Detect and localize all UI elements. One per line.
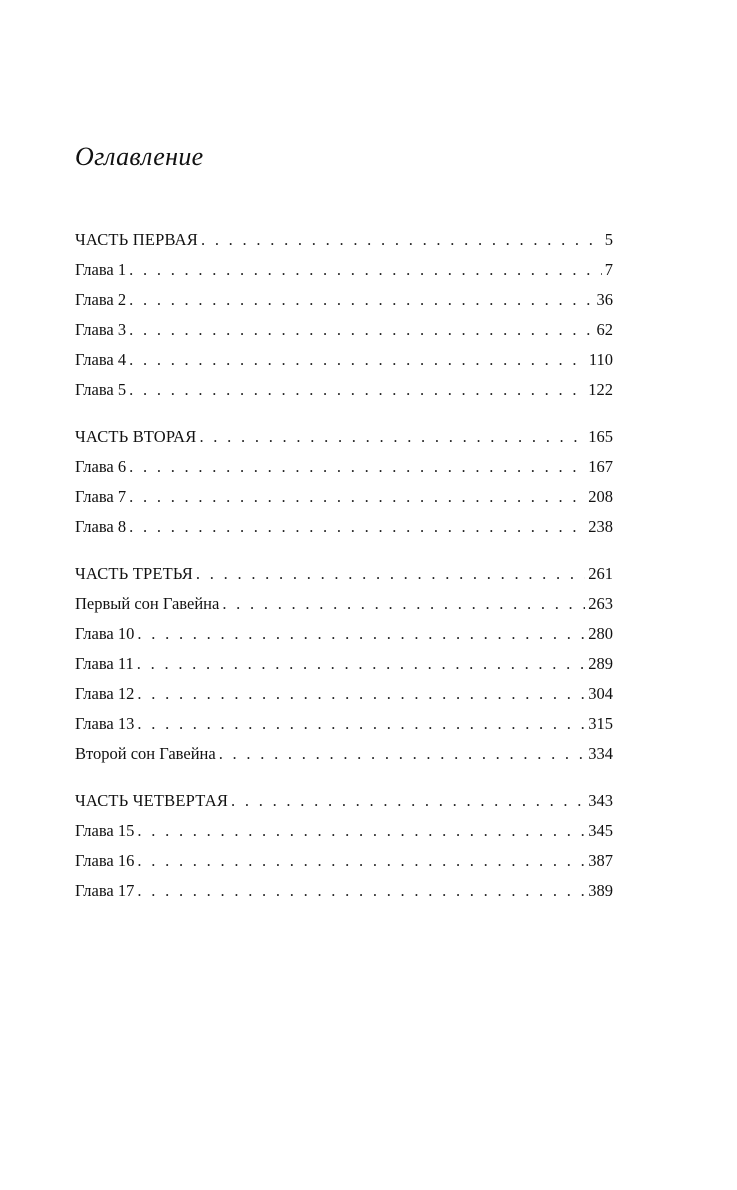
dot-leader [137, 816, 585, 846]
dot-leader [129, 345, 586, 375]
dot-leader [129, 512, 585, 542]
toc-chapter-entry [75, 679, 613, 709]
table-of-contents [75, 225, 613, 923]
dot-leader [129, 482, 585, 512]
toc-page-number: 334 [588, 744, 613, 763]
toc-page-number: 208 [588, 487, 613, 506]
toc-page-number: 389 [588, 881, 613, 900]
toc-entry-label: Глава 1 [75, 260, 127, 279]
dot-leader [137, 709, 585, 739]
toc-part-entry [75, 559, 613, 589]
toc-entry-label: Глава 12 [75, 684, 135, 703]
toc-entry-label: Глава 11 [75, 654, 134, 673]
toc-part-entry [75, 422, 613, 452]
toc-page-number: 122 [588, 380, 613, 399]
dot-leader [137, 876, 585, 906]
toc-page-number: 5 [604, 230, 613, 249]
dot-leader [199, 422, 585, 452]
toc-chapter-entry [75, 589, 613, 619]
page-title: Оглавление [75, 142, 204, 171]
toc-entry-label: Второй сон Гавейна [75, 744, 216, 763]
toc-page-number: 167 [588, 457, 613, 476]
toc-page-number: 62 [596, 320, 613, 339]
toc-page-number: 304 [588, 684, 613, 703]
dot-leader [129, 375, 585, 405]
toc-entry-label: Глава 13 [75, 714, 135, 733]
toc-entry-label: Глава 8 [75, 517, 127, 536]
toc-entry-label: Глава 17 [75, 881, 135, 900]
toc-page-number: 261 [588, 564, 613, 583]
dot-leader [129, 255, 602, 285]
toc-chapter-entry [75, 649, 613, 679]
dot-leader [196, 559, 585, 589]
toc-section [75, 422, 613, 542]
toc-section [75, 559, 613, 769]
dot-leader [219, 739, 586, 769]
toc-entry-label: Первый сон Гавейна [75, 594, 220, 613]
toc-section [75, 225, 613, 405]
toc-entry-label: ЧАСТЬ ПЕРВАЯ [75, 230, 198, 249]
toc-entry-label: Глава 2 [75, 290, 127, 309]
dot-leader [137, 649, 585, 679]
toc-chapter-entry [75, 482, 613, 512]
toc-entry-label: Глава 3 [75, 320, 127, 339]
toc-entry-label: Глава 7 [75, 487, 127, 506]
toc-part-entry [75, 786, 613, 816]
dot-leader [137, 619, 585, 649]
dot-leader [231, 786, 585, 816]
toc-page-number: 387 [588, 851, 613, 870]
dot-leader [129, 285, 593, 315]
dot-leader [129, 452, 585, 482]
toc-chapter-entry [75, 285, 613, 315]
toc-entry-label: Глава 5 [75, 380, 127, 399]
toc-page-number: 263 [588, 594, 613, 613]
toc-chapter-entry [75, 619, 613, 649]
toc-entry-label: Глава 4 [75, 350, 127, 369]
toc-chapter-entry [75, 512, 613, 542]
toc-page-number: 289 [588, 654, 613, 673]
dot-leader [137, 846, 585, 876]
toc-chapter-entry [75, 255, 613, 285]
toc-entry-label: ЧАСТЬ ТРЕТЬЯ [75, 564, 193, 583]
toc-page-number: 345 [588, 821, 613, 840]
toc-chapter-entry [75, 375, 613, 405]
toc-entry-label: Глава 10 [75, 624, 135, 643]
toc-chapter-entry [75, 846, 613, 876]
toc-chapter-entry [75, 739, 613, 769]
dot-leader [137, 679, 585, 709]
dot-leader [222, 589, 585, 619]
toc-chapter-entry [75, 709, 613, 739]
toc-chapter-entry [75, 876, 613, 906]
toc-page-number: 315 [588, 714, 613, 733]
toc-chapter-entry [75, 345, 613, 375]
toc-entry-label: Глава 16 [75, 851, 135, 870]
toc-page-number: 280 [588, 624, 613, 643]
toc-chapter-entry [75, 315, 613, 345]
toc-part-entry [75, 225, 613, 255]
toc-entry-label: Глава 6 [75, 457, 127, 476]
dot-leader [201, 225, 602, 255]
toc-chapter-entry [75, 452, 613, 482]
toc-entry-label: ЧАСТЬ ЧЕТВЕРТАЯ [75, 791, 229, 810]
dot-leader [129, 315, 593, 345]
toc-entry-label: ЧАСТЬ ВТОРАЯ [75, 427, 197, 446]
toc-section [75, 786, 613, 906]
toc-page-number: 343 [588, 791, 613, 810]
toc-page-number: 7 [604, 260, 613, 279]
toc-page-number: 238 [588, 517, 613, 536]
toc-page-number: 165 [588, 427, 613, 446]
toc-page-number: 36 [596, 290, 613, 309]
toc-page-number: 110 [588, 350, 613, 369]
toc-entry-label: Глава 15 [75, 821, 135, 840]
toc-chapter-entry [75, 816, 613, 846]
